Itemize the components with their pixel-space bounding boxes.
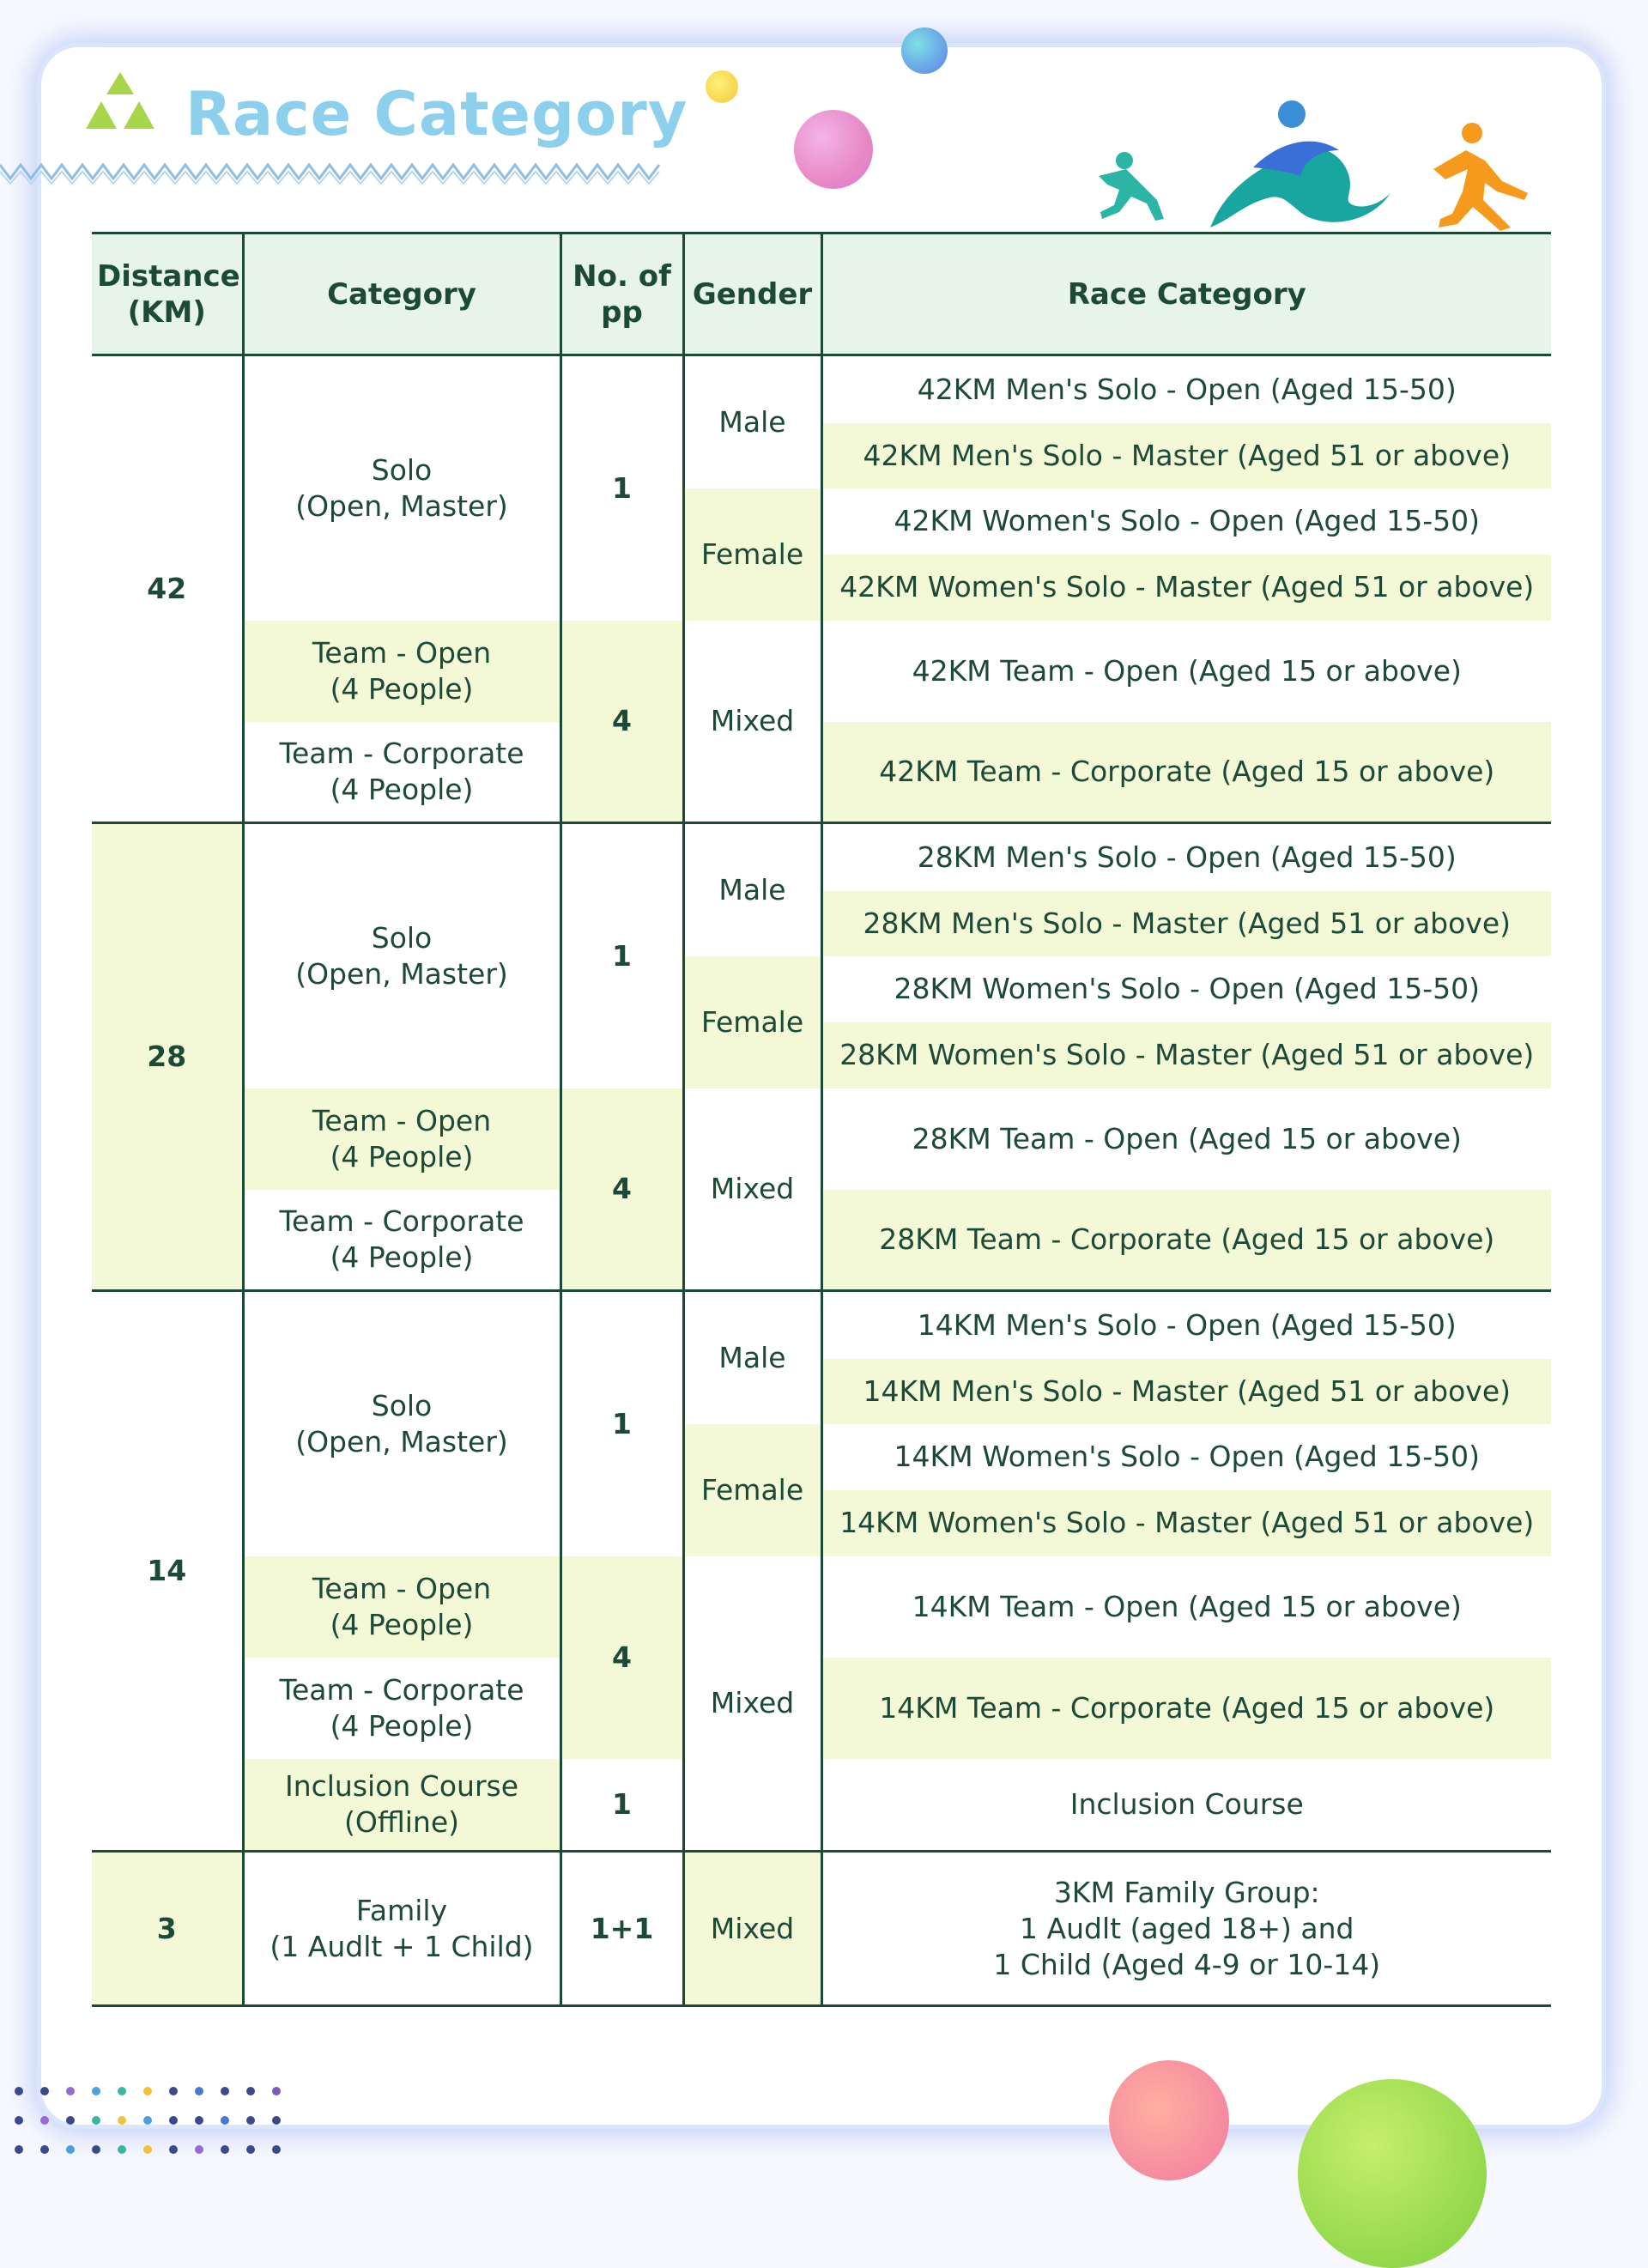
table-row	[92, 621, 1551, 671]
gender-cell-male: Male	[683, 355, 821, 488]
category-cell-team-open: Team - Open (4 People)	[243, 621, 560, 722]
distance-cell-3: 3	[92, 1852, 243, 2006]
gender-cell-mixed: Mixed	[683, 1852, 821, 2006]
race-category-cell: 28KM Team - Corporate (Aged 15 or above)	[821, 1190, 1551, 1291]
triangles-logo-icon	[77, 69, 163, 146]
header-distance: Distance (KM)	[92, 233, 243, 355]
gender-cell-mixed: Mixed	[683, 1089, 821, 1291]
pp-cell: 1	[560, 355, 683, 621]
table-row	[92, 823, 1551, 891]
race-category-cell: 42KM Men's Solo - Master (Aged 51 or above)	[821, 423, 1551, 488]
race-category-cell: 14KM Women's Solo - Open (Aged 15-50)	[821, 1424, 1551, 1490]
category-cell-team-open: Team - Open (4 People)	[243, 1089, 560, 1190]
table-row	[92, 1852, 1551, 2006]
race-category-cell: 14KM Men's Solo - Master (Aged 51 or above)	[821, 1359, 1551, 1424]
race-category-cell: 3KM Family Group: 1 Audlt (aged 18+) and 1 Child (Aged 4-9 or 10-14)	[821, 1852, 1551, 2006]
table-row	[92, 1658, 1551, 1708]
race-category-cell: 42KM Men's Solo - Open (Aged 15-50)	[821, 355, 1551, 423]
gender-cell-male: Male	[683, 1291, 821, 1424]
gender-cell-female: Female	[683, 1424, 821, 1556]
category-cell-team-open: Team - Open (4 People)	[243, 1556, 560, 1658]
race-category-cell: 14KM Team - Corporate (Aged 15 or above)	[821, 1658, 1551, 1759]
category-cell-team-corporate: Team - Corporate (4 People)	[243, 1658, 560, 1759]
pp-cell: 1+1	[560, 1852, 683, 2006]
category-cell-team-corporate: Team - Corporate (4 People)	[243, 722, 560, 823]
table-row	[92, 1556, 1551, 1607]
table-row	[92, 1190, 1551, 1240]
table-row	[92, 1759, 1551, 1805]
header-no-of-pp: No. of pp	[560, 233, 683, 355]
race-category-cell: 28KM Team - Open (Aged 15 or above)	[821, 1089, 1551, 1190]
race-category-cell: 42KM Team - Open (Aged 15 or above)	[821, 621, 1551, 722]
decor-circle-green	[1298, 2079, 1487, 2268]
decor-circle-pink	[794, 110, 873, 189]
race-category-cell: Inclusion Course	[821, 1759, 1551, 1852]
runner-blue-icon	[1210, 100, 1390, 227]
pp-cell: 1	[560, 823, 683, 1089]
race-category-cell: 42KM Women's Solo - Master (Aged 51 or above)	[821, 555, 1551, 621]
category-cell-solo: Solo (Open, Master)	[243, 1291, 560, 1556]
distance-cell-42: 42	[92, 355, 243, 823]
table-header-row	[92, 233, 1551, 355]
page-header	[77, 69, 688, 189]
distance-cell-14: 14	[92, 1291, 243, 1852]
header-race-category: Race Category	[821, 233, 1551, 355]
pp-cell: 4	[560, 621, 683, 823]
pp-cell: 4	[560, 1089, 683, 1291]
race-category-cell: 28KM Women's Solo - Master (Aged 51 or above)	[821, 1022, 1551, 1089]
gender-cell-male: Male	[683, 823, 821, 956]
category-cell-team-corporate: Team - Corporate (4 People)	[243, 1190, 560, 1291]
category-cell-family: Family (1 Audlt + 1 Child)	[243, 1852, 560, 2006]
pp-cell: 1	[560, 1759, 683, 1852]
zigzag-divider-icon	[0, 155, 661, 189]
table-row	[92, 722, 1551, 773]
race-category-cell: 28KM Men's Solo - Master (Aged 51 or above)	[821, 891, 1551, 956]
pp-cell: 4	[560, 1556, 683, 1759]
table-row	[92, 355, 1551, 423]
pp-cell: 1	[560, 1291, 683, 1556]
category-cell-solo: Solo (Open, Master)	[243, 823, 560, 1089]
gender-cell-mixed: Mixed	[683, 621, 821, 823]
page-title: Race Category	[185, 79, 688, 149]
distance-cell-28: 28	[92, 823, 243, 1291]
decor-circle-yellow	[706, 70, 738, 103]
header-gender: Gender	[683, 233, 821, 355]
race-category-cell: 42KM Women's Solo - Open (Aged 15-50)	[821, 488, 1551, 555]
runners-illustration-icon	[1082, 90, 1562, 236]
race-category-cell: 14KM Men's Solo - Open (Aged 15-50)	[821, 1291, 1551, 1359]
table-row	[92, 1291, 1551, 1359]
category-cell-inclusion-course: Inclusion Course (Offline)	[243, 1759, 560, 1852]
gender-cell-female: Female	[683, 488, 821, 621]
race-category-table	[92, 232, 1551, 2007]
category-cell-solo: Solo (Open, Master)	[243, 355, 560, 621]
table-row	[92, 1089, 1551, 1139]
race-category-cell: 14KM Women's Solo - Master (Aged 51 or above)	[821, 1490, 1551, 1556]
decor-dot-grid	[12, 2083, 295, 2168]
gender-cell-female: Female	[683, 956, 821, 1089]
header-category: Category	[243, 233, 560, 355]
decor-circle-blue	[901, 27, 948, 74]
decor-circle-coral	[1109, 2060, 1229, 2180]
race-category-cell: 42KM Team - Corporate (Aged 15 or above)	[821, 722, 1551, 823]
gender-cell-mixed: Mixed	[683, 1556, 821, 1852]
runner-teal-icon	[1099, 152, 1164, 221]
race-category-cell: 28KM Men's Solo - Open (Aged 15-50)	[821, 823, 1551, 891]
runner-orange-icon	[1433, 123, 1528, 231]
race-category-cell: 14KM Team - Open (Aged 15 or above)	[821, 1556, 1551, 1658]
race-category-cell: 28KM Women's Solo - Open (Aged 15-50)	[821, 956, 1551, 1022]
